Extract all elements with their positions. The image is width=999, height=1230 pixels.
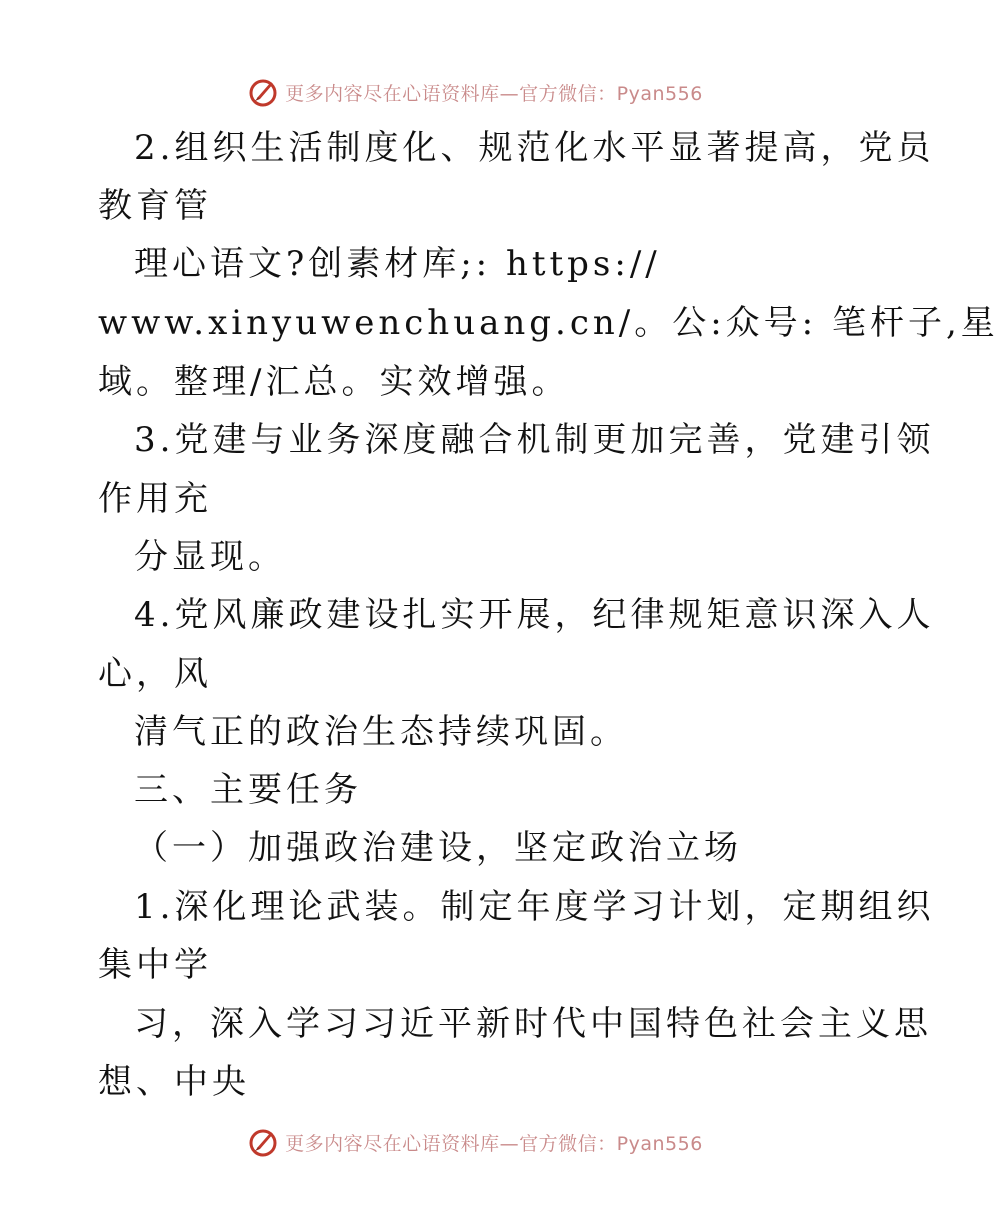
paragraph-line: 作用充 <box>98 479 212 519</box>
paragraph-line: 心，风 <box>98 654 212 694</box>
watermark-text: 更多内容尽在心语资料库—官方微信：Pyan556 <box>285 82 703 105</box>
quill-logo-icon <box>247 1126 279 1158</box>
paragraph-line: 教育管 <box>98 186 212 226</box>
paragraph-line: 1.深化理论武装。制定年度学习计划，定期组织 <box>134 887 935 927</box>
section-heading: 三、主要任务 <box>134 770 362 810</box>
paragraph-line: 域。整理/汇总。实效增强。 <box>98 362 570 402</box>
paragraph-line: 习，深入学习习近平新时代中国特色社会主义思 <box>134 1004 932 1044</box>
paragraph-line: 4.党风廉政建设扎实开展，纪律规矩意识深入人 <box>134 595 935 635</box>
watermark-text: 更多内容尽在心语资料库—官方微信：Pyan556 <box>285 1132 703 1155</box>
paragraph-line: 2.组织生活制度化、规范化水平显著提高，党员 <box>134 128 935 168</box>
subsection-heading: （一）加强政治建设，坚定政治立场 <box>134 828 742 868</box>
paragraph-line: 理心语文?创素材库;: https:// <box>134 244 661 284</box>
paragraph-line: 分显现。 <box>134 537 286 577</box>
paragraph-line: 集中学 <box>98 945 212 985</box>
paragraph-line: www.xinyuwenchuang.cn/。公:众号: 笔杆子,星 <box>98 303 999 343</box>
paragraph-line: 想、中央 <box>98 1062 250 1102</box>
paragraph-line: 清气正的政治生态持续巩固。 <box>134 712 628 752</box>
paragraph-line: 3.党建与业务深度融合机制更加完善，党建引领 <box>134 420 935 460</box>
footer-watermark <box>0 1122 950 1162</box>
